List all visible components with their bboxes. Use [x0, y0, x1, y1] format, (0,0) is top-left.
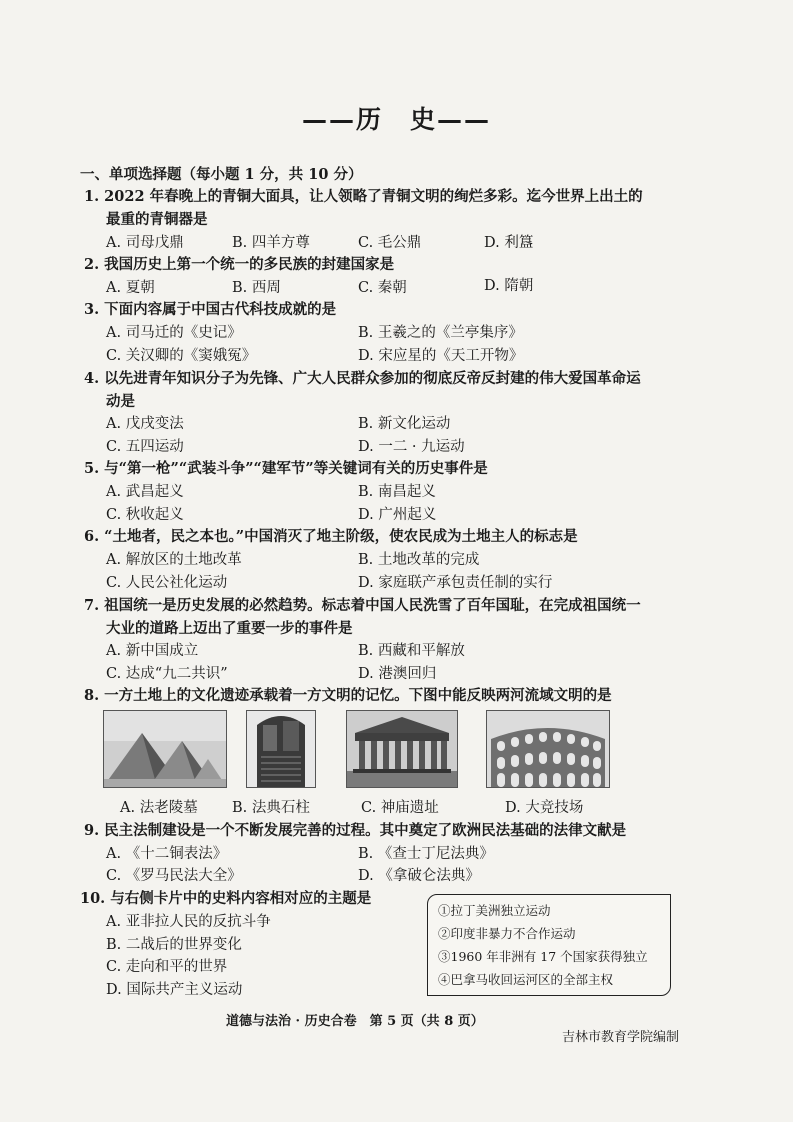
question-5-option-c: C. 秋收起义 [106, 507, 184, 523]
question-8-option-a: A. 法老陵墓 [120, 800, 198, 816]
question-10-option-a: A. 亚非拉人民的反抗斗争 [106, 914, 271, 930]
question-5-option-d: D. 广州起义 [358, 507, 437, 523]
question-7-option-a: A. 新中国成立 [106, 643, 199, 659]
question-9-option-c: C. 《罗马民法大全》 [106, 868, 242, 884]
question-1-option-c: C. 毛公鼎 [358, 235, 422, 251]
question-3-option-c: C. 关汉卿的《窦娥冤》 [106, 348, 257, 364]
question-10-option-c: C. 走向和平的世界 [106, 959, 228, 975]
question-6-stem: 6. “土地者，民之本也。”中国消灭了地主阶级，使农民成为土地主人的标志是 [84, 528, 578, 545]
card-item-3: ③1960 年非洲有 17 个国家获得独立 [438, 949, 648, 964]
pyramids-image [103, 710, 227, 788]
card-item-4: ④巴拿马收回运河区的全部主权 [438, 972, 614, 987]
question-9-option-b: B. 《查士丁尼法典》 [358, 846, 494, 862]
parthenon-image [346, 710, 458, 788]
card-item-2: ②印度非暴力不合作运动 [438, 926, 576, 941]
question-3-option-d: D. 宋应星的《天工开物》 [358, 348, 524, 364]
question-4-stem-line-2: 动是 [106, 393, 135, 410]
question-4-option-a: A. 戊戌变法 [106, 416, 184, 432]
stele-image [246, 710, 316, 788]
question-7-option-c: C. 达成“九二共识” [106, 666, 228, 682]
page-title: ——历 史—— [301, 105, 491, 134]
question-10-option-d: D. 国际共产主义运动 [106, 982, 243, 998]
question-1-option-a: A. 司母戊鼎 [106, 235, 184, 251]
question-3-option-a: A. 司马迁的《史记》 [106, 325, 242, 341]
question-8-option-c: C. 神庙遗址 [361, 800, 439, 816]
question-4-option-d: D. 一二 · 九运动 [358, 439, 465, 455]
question-7-option-d: D. 港澳回归 [358, 666, 437, 682]
question-2-stem: 2. 我国历史上第一个统一的多民族的封建国家是 [84, 256, 395, 273]
question-2-option-c: C. 秦朝 [358, 280, 407, 296]
question-4-stem-line-1: 4. 以先进青年知识分子为先锋、广大人民群众参加的彻底反帝反封建的伟大爱国革命运 [84, 370, 641, 387]
question-7-stem-line-1: 7. 祖国统一是历史发展的必然趋势。标志着中国人民洗雪了百年国耻，在完成祖国统一 [84, 597, 641, 614]
question-1-stem-line-1: 1. 2022 年春晚上的青铜大面具，让人领略了青铜文明的绚烂多彩。迄今世界上出土的 [84, 188, 643, 205]
question-2-option-b: B. 西周 [232, 280, 281, 296]
question-8-option-d: D. 大竞技场 [505, 800, 584, 816]
question-9-stem: 9. 民主法制建设是一个不断发展完善的过程。其中奠定了欧洲民法基础的法律文献是 [84, 822, 627, 839]
question-10-stem: 10. 与右侧卡片中的史料内容相对应的主题是 [80, 890, 372, 907]
question-5-option-b: B. 南昌起义 [358, 484, 436, 500]
publisher-note: 吉林市教育学院编制 [562, 1030, 680, 1045]
page-footer: 道德与法治 · 历史合卷 第 5 页（共 8 页） [226, 1014, 484, 1029]
question-9-option-d: D. 《拿破仑法典》 [358, 868, 480, 884]
question-6-option-c: C. 人民公社化运动 [106, 575, 228, 591]
question-5-option-a: A. 武昌起义 [106, 484, 184, 500]
question-3-option-b: B. 王羲之的《兰亭集序》 [358, 325, 523, 341]
section-heading: 一、单项选择题（每小题 1 分，共 10 分） [80, 166, 363, 183]
question-6-option-b: B. 土地改革的完成 [358, 552, 480, 568]
question-8-option-b: B. 法典石柱 [232, 800, 310, 816]
question-2-option-a: A. 夏朝 [106, 280, 155, 296]
question-10-option-b: B. 二战后的世界变化 [106, 937, 242, 953]
question-1-option-d: D. 利簋 [484, 235, 534, 251]
question-4-option-b: B. 新文化运动 [358, 416, 451, 432]
question-6-option-d: D. 家庭联产承包责任制的实行 [358, 575, 553, 591]
question-6-option-a: A. 解放区的土地改革 [106, 552, 242, 568]
question-3-stem: 3. 下面内容属于中国古代科技成就的是 [84, 301, 337, 318]
card-item-1: ①拉丁美洲独立运动 [438, 903, 551, 918]
question-2-option-d: D. 隋朝 [484, 278, 534, 294]
question-5-stem: 5. 与“第一枪”“武装斗争”“建军节”等关键词有关的历史事件是 [84, 460, 488, 477]
question-7-option-b: B. 西藏和平解放 [358, 643, 465, 659]
question-1-option-b: B. 四羊方尊 [232, 235, 310, 251]
question-9-option-a: A. 《十二铜表法》 [106, 846, 228, 862]
source-card [427, 894, 671, 996]
question-4-option-c: C. 五四运动 [106, 439, 184, 455]
colosseum-image [486, 710, 610, 788]
question-7-stem-line-2: 大业的道路上迈出了重要一步的事件是 [106, 620, 353, 637]
question-1-stem-line-2: 最重的青铜器是 [106, 211, 208, 228]
question-8-stem: 8. 一方土地上的文化遗迹承载着一方文明的记忆。下图中能反映两河流域文明的是 [84, 687, 612, 704]
